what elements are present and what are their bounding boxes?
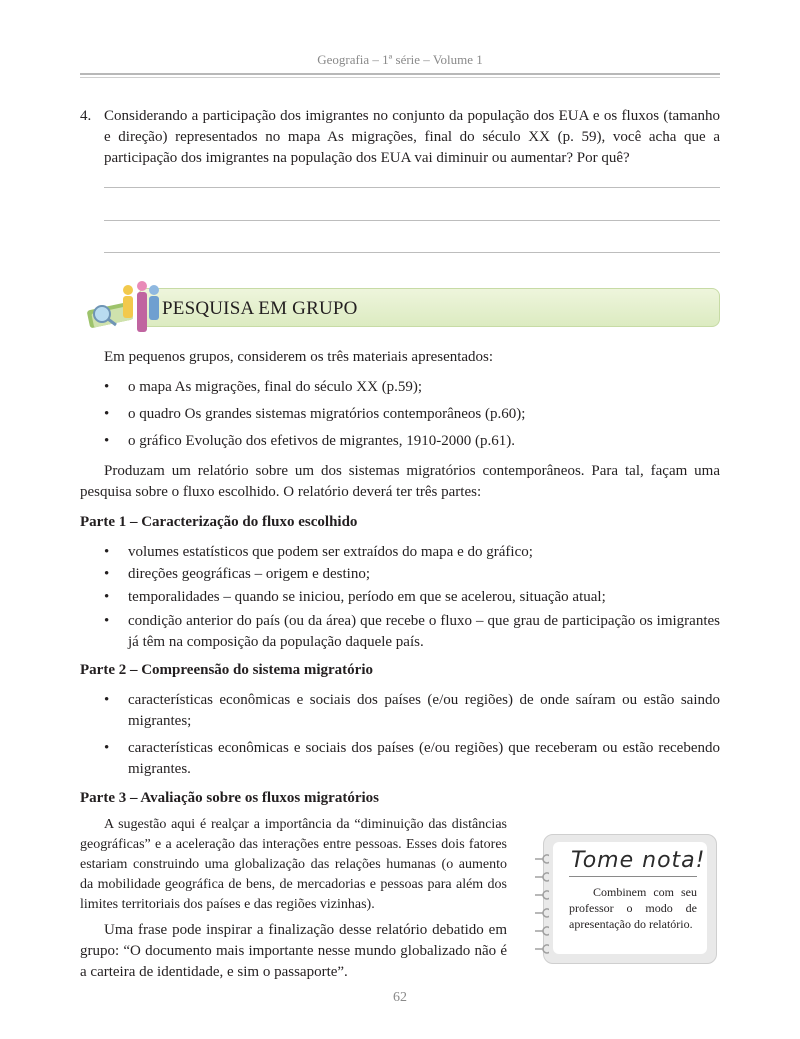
group-research-icon xyxy=(80,276,170,336)
note-title: Tome nota! xyxy=(571,848,706,873)
list-item: • condição anterior do país (ou da área) que recebe o fluxo – que grau de participação os imigrantes já têm na composição da população daquele país. xyxy=(104,613,720,650)
binder-ring-icon xyxy=(535,926,549,936)
binder-ring-icon xyxy=(535,944,549,954)
binder-ring-icon xyxy=(535,908,549,918)
running-header: Geografia – 1ª série – Volume 1 xyxy=(317,52,483,67)
page-number: 62 xyxy=(393,990,407,1005)
bullet-marker: • xyxy=(104,740,110,756)
bullet-marker: • xyxy=(104,379,110,395)
part-1-heading: Parte 1 – Caracterização do fluxo escolhido xyxy=(80,514,358,530)
list-item: • o quadro Os grandes sistemas migratórios contemporâneos (p.60); xyxy=(104,404,720,425)
intro-paragraph: Em pequenos grupos, considerem os três materiais apresentados: xyxy=(104,349,494,365)
list-item: • o mapa As migrações, final do século XX (p.59); xyxy=(104,377,720,398)
bullet-marker: • xyxy=(104,692,110,708)
list-item: • o gráfico Evolução dos efetivos de migrantes, 1910-2000 (p.61). xyxy=(104,431,720,452)
bullet-marker: • xyxy=(104,566,110,582)
bullet-marker: • xyxy=(104,613,110,629)
answer-line-1[interactable] xyxy=(104,187,720,188)
question-text: Considerando a participação dos imigrantes no conjunto da população dos EUA e os fluxos (tamanho e direção) representados no mapa As migrações, final do século XX (p. 59), você acha que a participação dos imigrantes na população dos EUA vai diminuir ou aumentar? Por quê? xyxy=(104,108,720,166)
binder-ring-icon xyxy=(535,872,549,882)
answer-line-3[interactable] xyxy=(104,252,720,253)
list-item: • características econômicas e sociais dos países (e/ou regiões) de onde saíram ou estão saindo migrantes; xyxy=(104,692,720,729)
part-3-paragraph-1: A sugestão aqui é realçar a importância da “diminuição das distâncias geográficas” e a aceleração das interações entre pessoas. Esses dois fatores estariam construindo uma globalização das relações humanas (o aumento da mobilidade geográfica de bens, de mercadorias e pessoas para além dos limites territoriais dos países e das regiões vizinhas). xyxy=(80,817,507,912)
header-rule-thin xyxy=(80,77,720,78)
part-3-heading: Parte 3 – Avaliação sobre os fluxos migratórios xyxy=(80,790,379,806)
note-title-underline xyxy=(569,876,697,877)
bullet-marker: • xyxy=(104,589,110,605)
binder-ring-icon xyxy=(535,890,549,900)
list-item: • volumes estatísticos que podem ser extraídos do mapa e do gráfico; xyxy=(104,542,720,563)
question-number: 4. xyxy=(80,108,92,124)
part-3-paragraph-2: Uma frase pode inspirar a finalização desse relatório debatido em grupo: “O documento mais importante nesse mundo globalizado não é a carteira de identidade, e sim o passaporte”. xyxy=(80,922,507,980)
bullet-marker: • xyxy=(104,544,110,560)
question-4 xyxy=(80,106,720,169)
list-item: • direções geográficas – origem e destino; xyxy=(104,564,720,585)
instructions-paragraph: Produzam um relatório sobre um dos sistemas migratórios contemporâneos. Para tal, façam uma pesquisa sobre o fluxo escolhido. O relatório deverá ter três partes: xyxy=(80,463,720,500)
answer-line-2[interactable] xyxy=(104,220,720,221)
list-item: • características econômicas e sociais dos países (e/ou regiões) que receberam ou estão recebendo migrantes. xyxy=(104,740,720,777)
bullet-marker: • xyxy=(104,406,110,422)
bullet-marker: • xyxy=(104,433,110,449)
section-title: PESQUISA EM GRUPO xyxy=(162,298,358,319)
header-rule xyxy=(80,73,720,75)
binder-ring-icon xyxy=(535,854,549,864)
note-text: Combinem com seu professor o modo de apresentação do relatório. xyxy=(569,885,697,931)
note-box xyxy=(533,834,717,964)
list-item: • temporalidades – quando se iniciou, período em que se acelerou, situação atual; xyxy=(104,587,720,608)
part-2-heading: Parte 2 – Compreensão do sistema migratório xyxy=(80,662,373,678)
